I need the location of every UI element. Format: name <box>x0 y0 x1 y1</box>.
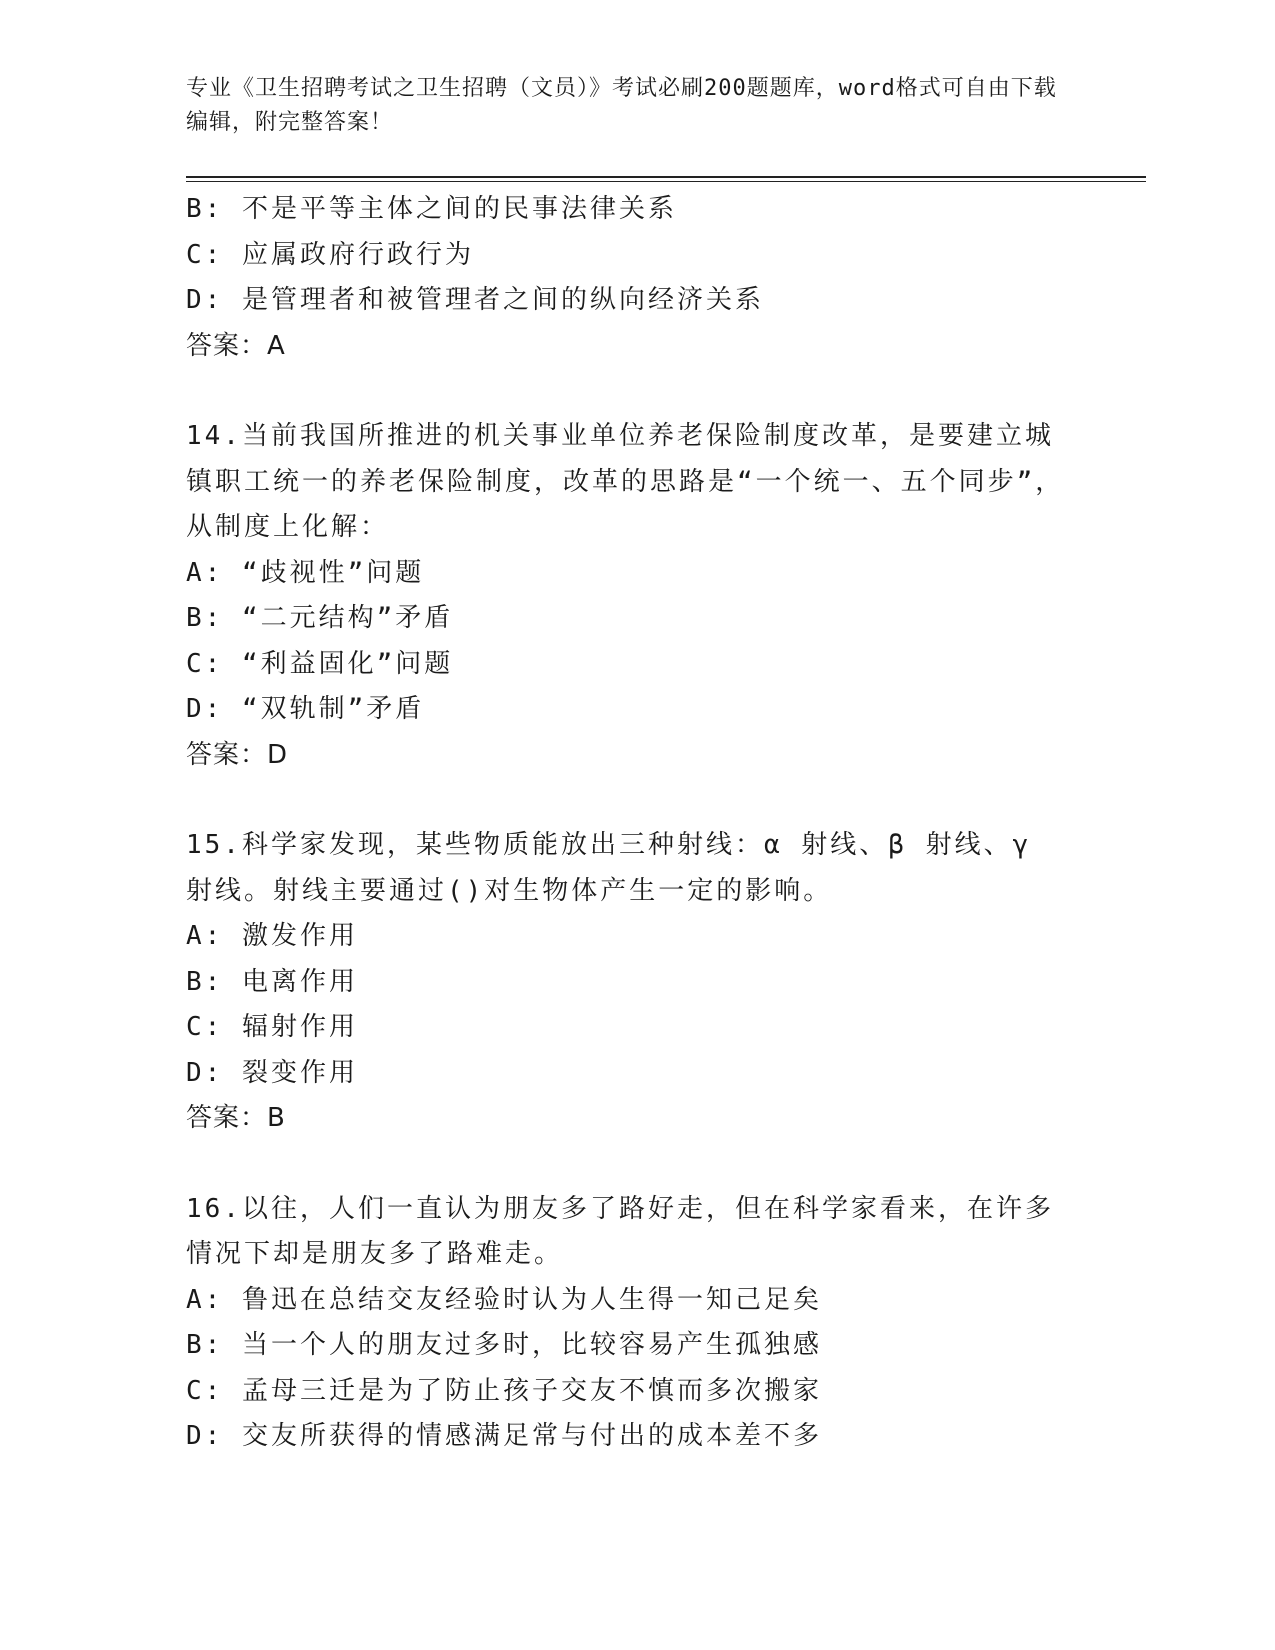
option-line: C: 孟母三迁是为了防止孩子交友不慎而多次搬家 <box>186 1375 822 1406</box>
question-text: 15.科学家发现，某些物质能放出三种射线：α 射线、β 射线、γ 射线。射线主要通过()对生物体产生一定的影响。 <box>186 830 1032 906</box>
option-line: C: 应属政府行政行为 <box>186 239 474 270</box>
option-line: D: 交友所获得的情感满足常与付出的成本差不多 <box>186 1421 822 1451</box>
question-block <box>186 414 1066 778</box>
option-line: D: “双轨制”矛盾 <box>186 694 425 724</box>
answer-line: 答案：A <box>186 330 286 361</box>
document-header: 专业《卫生招聘考试之卫生招聘（文员）》考试必刷200题题库，word格式可自由下载编辑，附完整答案！ <box>186 76 1057 135</box>
spacer <box>186 1142 1066 1187</box>
option-line: C: 辐射作用 <box>186 1012 358 1042</box>
option-line: C: “利益固化”问题 <box>186 648 454 679</box>
header-divider <box>186 176 1146 182</box>
document-content <box>186 187 1066 1460</box>
option-line: B: 电离作用 <box>186 966 358 997</box>
option-line: B: 当一个人的朋友过多时，比较容易产生孤独感 <box>186 1330 822 1360</box>
spacer <box>186 778 1066 823</box>
question-text: 14.当前我国所推进的机关事业单位养老保险制度改革，是要建立城镇职工统一的养老保险制度，改革的思路是“一个统一、五个同步”，从制度上化解： <box>186 421 1065 542</box>
option-line: B: 不是平等主体之间的民事法律关系 <box>186 194 677 224</box>
option-line: B: “二元结构”矛盾 <box>186 603 454 633</box>
answer-line: 答案：D <box>186 739 289 770</box>
option-line: D: 裂变作用 <box>186 1057 358 1088</box>
question-text: 16.以往，人们一直认为朋友多了路好走，但在科学家看来，在许多情况下却是朋友多了路难走。 <box>186 1193 1054 1269</box>
spacer <box>186 369 1066 414</box>
option-line: A: “歧视性”问题 <box>186 557 425 588</box>
option-line: D: 是管理者和被管理者之间的纵向经济关系 <box>186 285 764 315</box>
question-block <box>186 823 1066 1142</box>
option-line: A: 激发作用 <box>186 921 358 951</box>
question-block <box>186 1187 1066 1460</box>
answer-line: 答案：B <box>186 1103 286 1133</box>
option-line: A: 鲁迅在总结交友经验时认为人生得一知己足矣 <box>186 1284 822 1315</box>
